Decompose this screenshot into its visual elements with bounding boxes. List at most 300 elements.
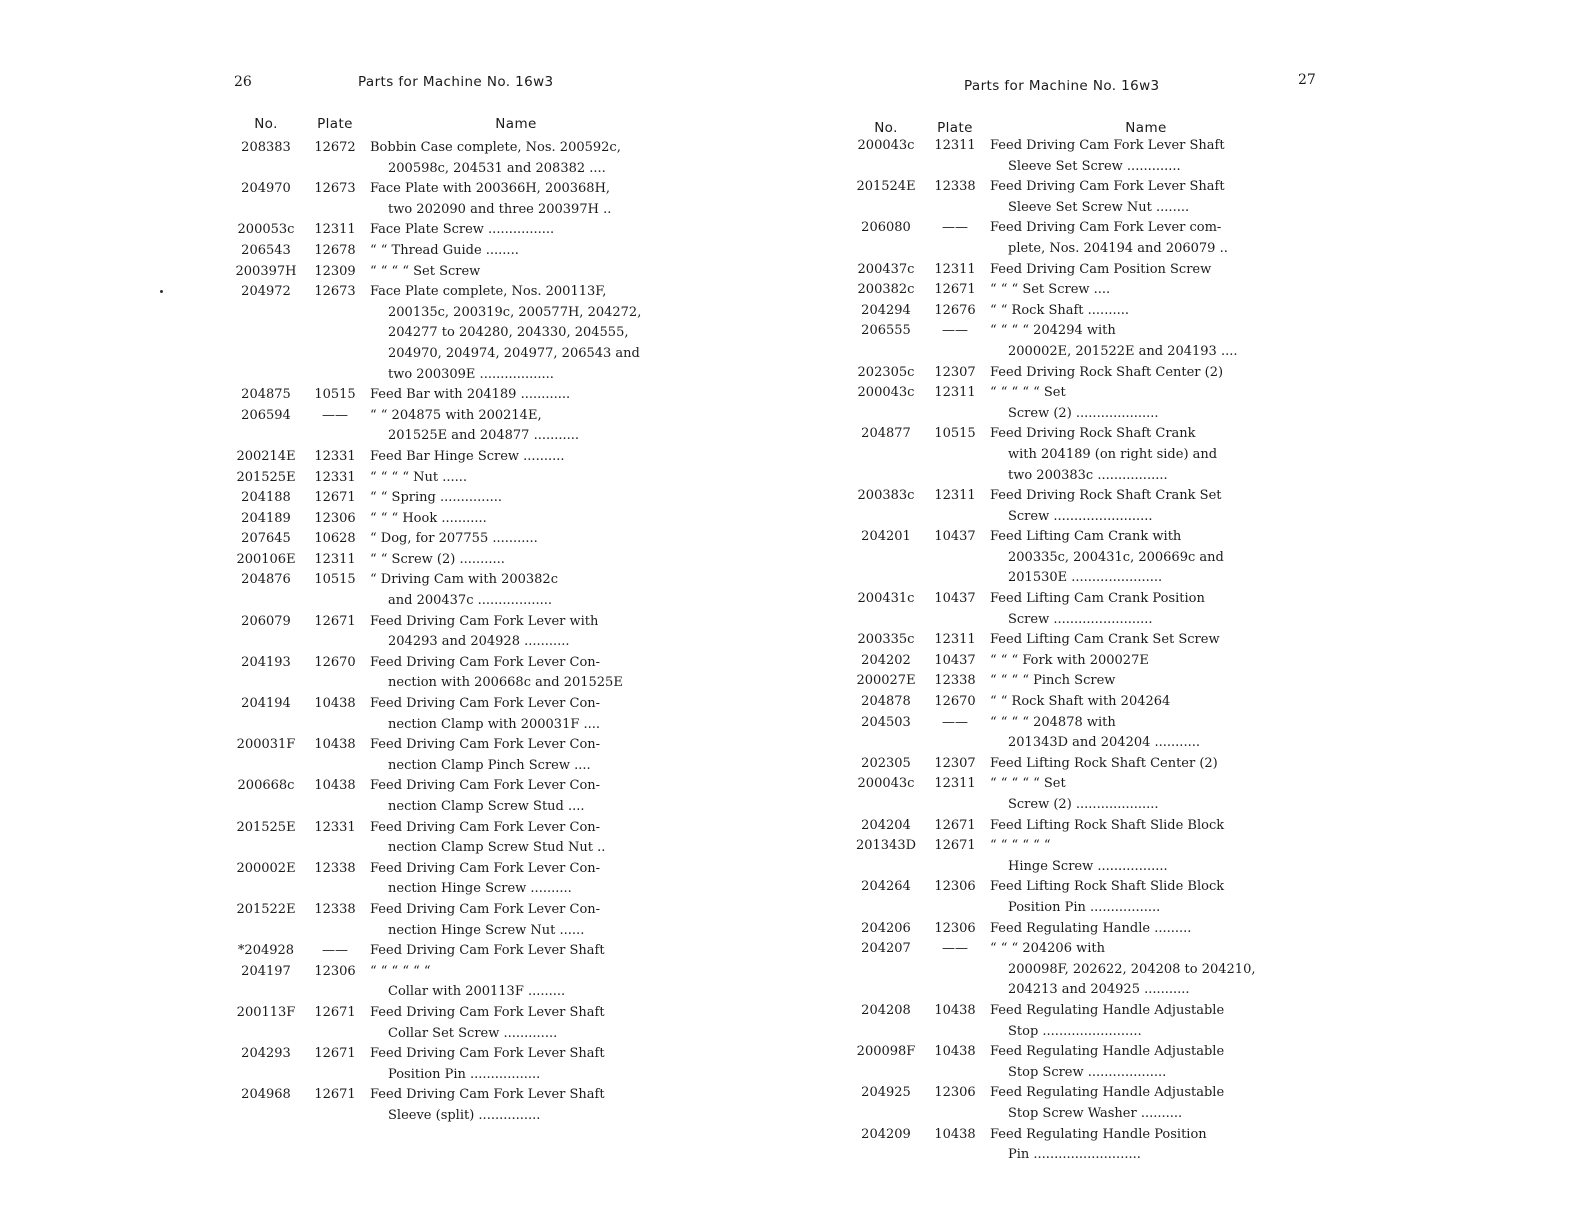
part-name-line: 201343D and 204204 ...........: [1008, 735, 1200, 751]
part-number: 206543: [241, 242, 291, 258]
part-name-line: Screw (2) ....................: [1008, 405, 1159, 421]
table-row: [232, 529, 662, 550]
table-row: [232, 1044, 662, 1085]
plate-number: 10438: [934, 1126, 976, 1142]
part-number: 204503: [861, 714, 911, 730]
part-name-line: 204293 and 204928 ...........: [388, 634, 570, 650]
part-number: 204209: [861, 1126, 911, 1142]
part-name-line: “ Driving Cam with 200382c: [370, 572, 558, 588]
part-number: 204875: [241, 387, 291, 403]
part-number: 200098F: [856, 1044, 916, 1060]
part-name: [370, 262, 662, 283]
part-name: [990, 1125, 1302, 1166]
part-name: [990, 919, 1302, 940]
table-row: [852, 1042, 1302, 1083]
part-number: 201522E: [236, 901, 296, 917]
part-name: [990, 527, 1302, 589]
part-name-line: two 202090 and three 200397H ..: [388, 201, 612, 217]
part-name: [370, 138, 662, 179]
table-row: [852, 589, 1302, 630]
page-title: Parts for Machine No. 16w3: [358, 74, 554, 90]
part-number: 200431c: [857, 591, 915, 607]
table-row: [232, 282, 662, 385]
part-name-line: Sleeve Set Screw .............: [1008, 158, 1181, 174]
plate-number: 12673: [314, 284, 356, 300]
table-row: [232, 694, 662, 735]
part-name-line: Feed Lifting Cam Crank Position: [990, 591, 1205, 607]
table-row: [232, 488, 662, 509]
table-row: [232, 138, 662, 179]
part-name-line: nection Clamp with 200031F ....: [388, 716, 601, 732]
part-name-line: 200098F, 202622, 204208 to 204210,: [1008, 961, 1256, 977]
part-name-line: Feed Driving Cam Fork Lever Shaft: [990, 179, 1225, 195]
part-name-line: Stop Screw ...................: [1008, 1064, 1167, 1080]
part-name-line: “ “ Rock Shaft ..........: [990, 302, 1129, 318]
table-row: [852, 363, 1302, 384]
part-name: [990, 363, 1302, 384]
plate-number: ——: [942, 220, 968, 236]
plate-number: ——: [942, 323, 968, 339]
part-name-line: 204213 and 204925 ...........: [1008, 982, 1190, 998]
part-number: 206080: [861, 220, 911, 236]
parts-list: [852, 136, 1302, 1166]
part-number: 204877: [861, 426, 911, 442]
plate-number: 12671: [314, 1046, 356, 1062]
part-name-line: “ “ “ Hook ...........: [370, 510, 487, 526]
plate-number: ——: [322, 943, 348, 959]
part-name-line: Feed Driving Cam Fork Lever Shaft: [370, 1087, 605, 1103]
part-number: 200214E: [236, 448, 296, 464]
part-name: [370, 653, 662, 694]
part-number: 204294: [861, 302, 911, 318]
part-name: [990, 877, 1302, 918]
page-number: 26: [234, 74, 252, 90]
part-name: [990, 260, 1302, 281]
table-row: [852, 260, 1302, 281]
part-name-line: “ “ “ “ 204878 with: [990, 714, 1116, 730]
table-row: [232, 179, 662, 220]
table-row: [852, 713, 1302, 754]
part-name-line: “ “ “ “ “ Set: [990, 385, 1066, 401]
part-name: [370, 406, 662, 447]
page-number: 27: [1298, 72, 1316, 88]
part-number: 200043c: [857, 776, 915, 792]
plate-number: ——: [942, 714, 968, 730]
part-number: 204878: [861, 694, 911, 710]
plate-number: 12671: [314, 1004, 356, 1020]
part-name-line: “ “ Rock Shaft with 204264: [990, 694, 1171, 710]
part-name-line: Feed Regulating Handle Adjustable: [990, 1085, 1225, 1101]
part-name: [990, 280, 1302, 301]
part-number: 204207: [861, 941, 911, 957]
part-name-line: “ “ “ Set Screw ....: [990, 282, 1111, 298]
part-name-line: 200002E, 201522E and 204193 ....: [1008, 343, 1238, 359]
parts-list: [232, 138, 662, 1127]
part-name: [990, 177, 1302, 218]
part-number: 204876: [241, 572, 291, 588]
plate-number: 10437: [934, 652, 976, 668]
part-name-line: Screw ........................: [1008, 508, 1153, 524]
table-row: [852, 486, 1302, 527]
part-name: [990, 383, 1302, 424]
part-number: 200437c: [857, 261, 915, 277]
part-name-line: Face Plate with 200366H, 200368H,: [370, 181, 611, 197]
part-name-line: 201530E ......................: [1008, 570, 1163, 586]
part-name-line: “ “ Thread Guide ........: [370, 242, 519, 258]
part-name-line: Feed Driving Cam Fork Lever Con-: [370, 860, 601, 876]
plate-number: 12331: [314, 469, 356, 485]
part-name: [990, 816, 1302, 837]
part-name-line: “ “ 204875 with 200214E,: [370, 407, 542, 423]
part-name-line: “ “ “ Fork with 200027E: [990, 652, 1149, 668]
table-row: [232, 570, 662, 611]
plate-number: 10515: [934, 426, 976, 442]
table-row: [852, 383, 1302, 424]
part-name-line: Feed Driving Cam Fork Lever Con-: [370, 901, 601, 917]
part-name-line: nection Clamp Screw Stud ....: [388, 799, 585, 814]
part-name-line: “ “ “ “ 204294 with: [990, 323, 1116, 339]
part-name-line: Feed Driving Rock Shaft Crank Set: [990, 488, 1222, 504]
part-name: [370, 468, 662, 489]
part-name-line: two 200309E ..................: [388, 366, 554, 382]
table-row: [232, 612, 662, 653]
part-number: 204193: [241, 654, 291, 670]
table-row: [852, 939, 1302, 1001]
stray-mark: [160, 290, 163, 293]
part-name: [370, 220, 662, 241]
part-name: [370, 776, 662, 817]
part-name-line: nection Hinge Screw Nut ......: [388, 922, 585, 938]
part-name-line: Face Plate Screw ................: [370, 222, 555, 238]
table-row: [852, 218, 1302, 259]
part-name-line: Feed Regulating Handle Adjustable: [990, 1044, 1225, 1060]
part-name: [370, 179, 662, 220]
part-name: [990, 321, 1302, 362]
column-headers: [232, 116, 662, 132]
column-header-name: Name: [1125, 120, 1167, 136]
part-number: 200053c: [237, 222, 295, 238]
plate-number: 12672: [314, 140, 356, 155]
table-row: [852, 630, 1302, 651]
part-number: 200397H: [235, 263, 297, 279]
part-name-line: two 200383c .................: [1008, 467, 1168, 483]
table-row: [852, 774, 1302, 815]
part-number: 201525E: [236, 819, 296, 835]
part-name: [370, 488, 662, 509]
part-name: [370, 900, 662, 941]
part-number: 200113F: [236, 1004, 296, 1020]
part-name-line: Feed Driving Rock Shaft Crank: [990, 426, 1196, 442]
part-name: [370, 694, 662, 735]
table-row: [232, 447, 662, 468]
plate-number: 12309: [314, 263, 356, 279]
part-name-line: Feed Driving Cam Fork Lever Con-: [370, 737, 601, 753]
plate-number: 10438: [314, 696, 356, 712]
part-name-line: Feed Lifting Cam Crank with: [990, 529, 1182, 545]
part-name-line: Bobbin Case complete, Nos. 200592c,: [370, 140, 621, 155]
plate-number: 12307: [934, 364, 976, 380]
part-name: [370, 859, 662, 900]
table-row: [232, 468, 662, 489]
part-name-line: Feed Lifting Rock Shaft Slide Block: [990, 879, 1225, 895]
plate-number: ——: [942, 941, 968, 957]
part-name-line: Feed Driving Cam Fork Lever com-: [990, 220, 1222, 236]
table-row: [852, 424, 1302, 486]
plate-number: 12306: [934, 879, 976, 895]
plate-number: 12331: [314, 819, 356, 835]
part-name-line: 200335c, 200431c, 200669c and: [1008, 549, 1224, 565]
part-number: 204194: [241, 696, 291, 712]
part-number: 200002E: [236, 860, 296, 876]
plate-number: 12307: [934, 755, 976, 771]
part-number: 200382c: [857, 282, 915, 298]
part-name-line: Feed Regulating Handle Adjustable: [990, 1002, 1225, 1018]
plate-number: 12671: [314, 490, 356, 506]
part-name-line: Feed Lifting Rock Shaft Slide Block: [990, 817, 1225, 833]
page-title: Parts for Machine No. 16w3: [964, 78, 1160, 94]
part-number: 204202: [861, 652, 911, 668]
plate-number: 10628: [314, 531, 356, 547]
part-name: [370, 1085, 662, 1126]
plate-number: 12311: [314, 222, 356, 238]
part-number: 200668c: [237, 778, 295, 794]
part-number: 200383c: [857, 488, 915, 504]
table-row: [232, 1003, 662, 1044]
plate-number: 12678: [314, 242, 356, 258]
part-number: 204293: [241, 1046, 291, 1062]
part-name-line: nection with 200668c and 201525E: [388, 675, 623, 691]
part-number: 204264: [861, 879, 911, 895]
plate-number: 12671: [934, 817, 976, 833]
part-name: [370, 962, 662, 1003]
part-number: 202305: [861, 755, 911, 771]
plate-number: 10437: [934, 591, 976, 607]
column-header-no: No.: [254, 116, 278, 132]
part-number: 204972: [241, 284, 291, 300]
table-row: [852, 877, 1302, 918]
part-name-line: “ “ “ “ “ Set: [990, 776, 1066, 792]
table-row: [852, 1083, 1302, 1124]
table-row: [852, 919, 1302, 940]
part-number: 200031F: [236, 737, 296, 753]
plate-number: 12311: [314, 551, 356, 567]
part-name: [990, 1083, 1302, 1124]
part-number: 204201: [861, 529, 911, 545]
part-name-line: with 204189 (on right side) and: [1008, 446, 1218, 462]
table-row: [232, 406, 662, 447]
part-name-line: Feed Regulating Handle .........: [990, 920, 1192, 936]
part-name-line: Feed Driving Cam Fork Lever Shaft: [370, 1004, 605, 1020]
table-row: [852, 280, 1302, 301]
part-name: [990, 1042, 1302, 1083]
part-name-line: Stop Screw Washer ..........: [1008, 1105, 1183, 1121]
part-name: [990, 424, 1302, 486]
table-row: [232, 1085, 662, 1126]
part-name-line: Sleeve (split) ...............: [388, 1107, 541, 1123]
part-name-line: Collar Set Screw .............: [388, 1025, 558, 1041]
plate-number: 10438: [314, 778, 356, 794]
part-name-line: Feed Regulating Handle Position: [990, 1126, 1207, 1142]
part-name-line: nection Hinge Screw ..........: [388, 881, 572, 897]
part-name: [990, 301, 1302, 322]
part-name-line: “ “ “ “ “ “: [370, 963, 431, 979]
part-number: 201524E: [856, 179, 916, 195]
part-name: [370, 1044, 662, 1085]
part-name-line: Screw (2) ....................: [1008, 797, 1159, 812]
part-name-line: Feed Driving Cam Fork Lever Con-: [370, 819, 601, 835]
part-name-line: Pin ..........................: [1008, 1147, 1141, 1163]
plate-number: 12670: [314, 654, 356, 670]
table-row: [232, 776, 662, 817]
part-number: 204204: [861, 817, 911, 833]
part-name: [990, 136, 1302, 177]
plate-number: 12671: [934, 838, 976, 854]
plate-number: 12311: [934, 776, 976, 792]
plate-number: 12671: [314, 613, 356, 629]
part-name-line: Stop ........................: [1008, 1023, 1142, 1039]
part-name-line: Feed Driving Cam Position Screw: [990, 261, 1212, 277]
table-row: [232, 220, 662, 241]
part-name-line: Collar with 200113F .........: [388, 984, 566, 1000]
part-name-line: Feed Lifting Cam Crank Set Screw: [990, 632, 1220, 648]
part-name-line: Feed Driving Rock Shaft Center (2): [990, 364, 1224, 380]
part-name-line: Hinge Screw .................: [1008, 858, 1168, 874]
part-name: [990, 713, 1302, 754]
table-row: [852, 671, 1302, 692]
part-number: 204208: [861, 1002, 911, 1018]
part-name: [990, 589, 1302, 630]
part-name-line: nection Clamp Screw Stud Nut ..: [388, 840, 606, 856]
part-number: 200043c: [857, 385, 915, 401]
part-name: [370, 385, 662, 406]
part-name: [990, 692, 1302, 713]
part-number: 202305c: [857, 364, 915, 380]
part-name-line: Feed Driving Cam Fork Lever Con-: [370, 696, 601, 712]
part-name: [990, 1001, 1302, 1042]
table-row: [852, 651, 1302, 672]
part-number: 204925: [861, 1085, 911, 1101]
table-row: [232, 941, 662, 962]
part-name: [370, 241, 662, 262]
table-row: [852, 136, 1302, 177]
part-name-line: Feed Bar with 204189 ............: [370, 387, 571, 403]
part-name: [370, 941, 662, 962]
plate-number: 10438: [934, 1044, 976, 1060]
part-number: 206594: [241, 407, 291, 423]
table-row: [232, 962, 662, 1003]
part-name-line: plete, Nos. 204194 and 206079 ..: [1008, 240, 1228, 256]
part-name: [990, 774, 1302, 815]
table-row: [852, 177, 1302, 218]
part-name-line: “ “ “ “ Pinch Screw: [990, 673, 1116, 689]
part-number: 200027E: [856, 673, 916, 689]
plate-number: 12306: [934, 920, 976, 936]
part-number: 204970: [241, 181, 291, 197]
part-name: [990, 218, 1302, 259]
part-name-line: “ Dog, for 207755 ...........: [370, 531, 538, 547]
part-name: [370, 735, 662, 776]
part-name-line: 201525E and 204877 ...........: [388, 428, 580, 444]
part-name: [370, 550, 662, 571]
part-number: 204206: [861, 920, 911, 936]
table-row: [852, 836, 1302, 877]
part-name-line: Feed Driving Cam Fork Lever Con-: [370, 778, 601, 794]
part-name-line: “ “ “ “ Set Screw: [370, 263, 481, 279]
part-number: 207645: [241, 531, 291, 547]
part-name-line: Feed Bar Hinge Screw ..........: [370, 448, 565, 464]
part-number: 201525E: [236, 469, 296, 485]
table-row: [852, 527, 1302, 589]
part-name-line: “ “ “ 204206 with: [990, 941, 1105, 957]
table-row: [852, 1125, 1302, 1166]
plate-number: 12338: [934, 179, 976, 195]
part-number: 201343D: [855, 838, 917, 854]
part-number: 204188: [241, 490, 291, 506]
table-row: [232, 262, 662, 283]
part-name: [990, 630, 1302, 651]
table-row: [232, 509, 662, 530]
column-header-no: No.: [874, 120, 898, 136]
plate-number: 12671: [314, 1087, 356, 1103]
plate-number: 12331: [314, 448, 356, 464]
plate-number: 10515: [314, 572, 356, 588]
plate-number: 12311: [934, 138, 976, 153]
part-name-line: “ “ “ “ “ “: [990, 838, 1051, 854]
part-name-line: Position Pin .................: [1008, 899, 1161, 915]
plate-number: 10515: [314, 387, 356, 403]
plate-number: 12311: [934, 261, 976, 277]
table-row: [232, 653, 662, 694]
table-row: [232, 900, 662, 941]
plate-number: 12311: [934, 632, 976, 648]
part-number: 200335c: [857, 632, 915, 648]
plate-number: 10438: [314, 737, 356, 753]
part-name-line: nection Clamp Pinch Screw ....: [388, 757, 591, 773]
part-number: 206079: [241, 613, 291, 629]
part-name: [990, 754, 1302, 775]
part-name: [990, 671, 1302, 692]
table-row: [232, 735, 662, 776]
plate-number: 12306: [934, 1085, 976, 1101]
plate-number: 12306: [314, 963, 356, 979]
plate-number: 12306: [314, 510, 356, 526]
table-row: [232, 550, 662, 571]
part-name-line: “ “ Screw (2) ...........: [370, 551, 505, 567]
plate-number: ——: [322, 407, 348, 423]
part-name: [370, 570, 662, 611]
table-row: [852, 692, 1302, 713]
part-number: 208383: [241, 140, 291, 155]
plate-number: 10437: [934, 529, 976, 545]
part-name-line: “ “ “ “ Nut ......: [370, 469, 468, 485]
part-number: 204197: [241, 963, 291, 979]
part-number: *204928: [237, 943, 295, 959]
part-number: 200043c: [857, 138, 915, 153]
plate-number: 12676: [934, 302, 976, 318]
column-header-plate: Plate: [937, 120, 973, 136]
part-number: 206555: [861, 323, 911, 339]
table-row: [232, 859, 662, 900]
part-name-line: 204970, 204974, 204977, 206543 and: [388, 345, 640, 361]
part-name-line: Feed Driving Cam Fork Lever Shaft: [370, 1046, 605, 1062]
part-name: [370, 282, 662, 385]
part-name: [370, 612, 662, 653]
plate-number: 12338: [934, 673, 976, 689]
part-name: [370, 529, 662, 550]
part-name-line: Feed Driving Cam Fork Lever Shaft: [990, 138, 1225, 153]
part-name-line: and 200437c ..................: [388, 593, 552, 609]
part-name-line: Feed Driving Cam Fork Lever Con-: [370, 654, 601, 670]
